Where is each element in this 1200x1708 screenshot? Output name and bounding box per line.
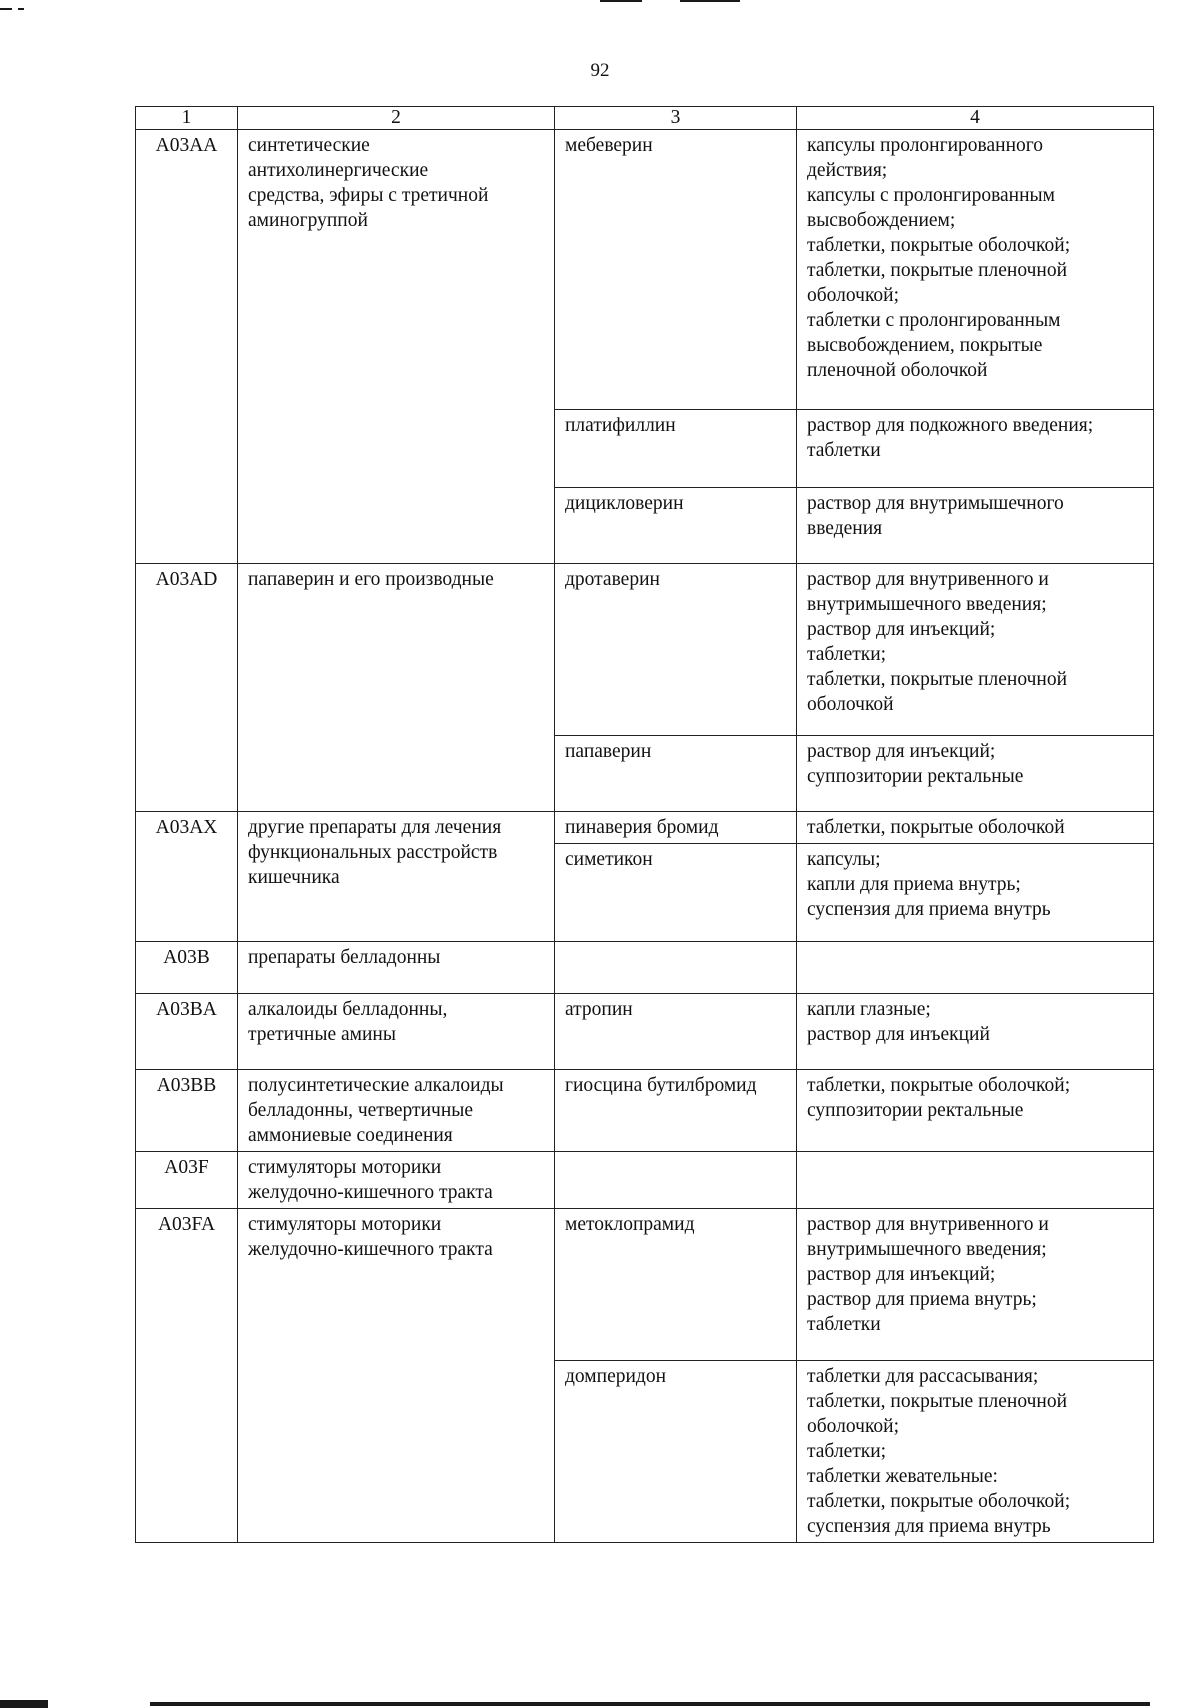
- group-name-line: папаверин и его производные: [248, 569, 494, 590]
- dosage-form-line: раствор для инъекций;: [807, 741, 996, 762]
- page-number: 92: [590, 60, 610, 81]
- group-name-line: функциональных расстройств: [248, 842, 498, 863]
- atc-code-cell: A03B: [136, 942, 238, 994]
- dosage-form-line: пленочной оболочкой: [807, 360, 988, 381]
- group-name-line: желудочно-кишечного тракта: [248, 1239, 493, 1260]
- atc-code-cell: A03BB: [136, 1070, 238, 1152]
- drug-name-cell: пинаверия бромид: [555, 812, 797, 844]
- table-body: [136, 130, 1154, 1543]
- dosage-form-line: таблетки;: [807, 644, 887, 665]
- dosage-forms-cell: [797, 488, 1154, 564]
- column-header: 3: [555, 107, 797, 130]
- group-name-line: другие препараты для лечения: [248, 817, 502, 838]
- dosage-form-line: таблетки: [807, 1314, 881, 1335]
- group-name-line: кишечника: [248, 867, 340, 888]
- drug-name-cell: метоклопрамид: [555, 1209, 797, 1361]
- group-name-line: стимуляторы моторики: [248, 1157, 442, 1178]
- group-name-cell: [238, 942, 555, 994]
- group-name-cell: [238, 994, 555, 1070]
- dosage-form-line: таблетки для рассасывания;: [807, 1366, 1039, 1387]
- group-name-line: синтетические: [248, 135, 370, 156]
- scan-mark-top-dash: [18, 8, 24, 10]
- dosage-form-line: высвобождением;: [807, 210, 956, 231]
- drug-classification-table: [135, 106, 1154, 1543]
- dosage-forms-cell: [797, 410, 1154, 488]
- dosage-form-line: таблетки, покрытые оболочкой;: [807, 1491, 1071, 1512]
- table-row: [136, 1152, 1154, 1209]
- drug-name-cell: [555, 1152, 797, 1209]
- group-name-line: аммониевые соединения: [248, 1125, 453, 1146]
- group-name-cell: [238, 1152, 555, 1209]
- dosage-form-line: внутримышечного введения;: [807, 1239, 1047, 1260]
- dosage-forms-cell: [797, 1070, 1154, 1152]
- dosage-forms-cell: [797, 1209, 1154, 1361]
- group-name-line: желудочно-кишечного тракта: [248, 1182, 493, 1203]
- dosage-form-line: таблетки с пролонгированным: [807, 310, 1061, 331]
- group-name-line: алкалоиды белладонны,: [248, 999, 448, 1020]
- dosage-form-line: капсулы пролонгированного: [807, 135, 1044, 156]
- atc-code-cell: A03BA: [136, 994, 238, 1070]
- drug-name-cell: атропин: [555, 994, 797, 1070]
- dosage-form-line: оболочкой;: [807, 1416, 900, 1437]
- column-header: 4: [797, 107, 1154, 130]
- group-name-cell: [238, 564, 555, 812]
- dosage-forms-cell: [797, 812, 1154, 844]
- dosage-forms-cell: [797, 130, 1154, 410]
- atc-code-cell: A03FA: [136, 1209, 238, 1543]
- atc-code-cell: A03AA: [136, 130, 238, 564]
- drug-name-cell: папаверин: [555, 736, 797, 812]
- dosage-forms-cell: [797, 1152, 1154, 1209]
- dosage-form-line: раствор для инъекций;: [807, 1264, 996, 1285]
- atc-code-cell: A03AD: [136, 564, 238, 812]
- dosage-forms-cell: [797, 1361, 1154, 1543]
- table-row: [136, 1070, 1154, 1152]
- column-header: 1: [136, 107, 238, 130]
- drug-name-cell: гиосцина бутилбромид: [555, 1070, 797, 1152]
- drug-name-cell: мебеверин: [555, 130, 797, 410]
- drug-name-cell: домперидон: [555, 1361, 797, 1543]
- group-name-cell: [238, 1070, 555, 1152]
- table-row: [136, 942, 1154, 994]
- scan-mark-top-left: [0, 8, 12, 10]
- scan-mark-top-line-1: [600, 0, 642, 2]
- dosage-forms-cell: [797, 844, 1154, 942]
- group-name-line: третичные амины: [248, 1024, 396, 1045]
- dosage-form-line: внутримышечного введения;: [807, 594, 1047, 615]
- dosage-form-line: введения: [807, 518, 883, 539]
- scan-mark-bottom-line: [150, 1702, 1150, 1706]
- dosage-forms-cell: [797, 994, 1154, 1070]
- group-name-cell: [238, 1209, 555, 1543]
- drug-name-cell: дротаверин: [555, 564, 797, 736]
- dosage-form-line: раствор для подкожного введения;: [807, 415, 1094, 436]
- scan-mark-top-line-2: [680, 0, 740, 2]
- drug-name-cell: дицикловерин: [555, 488, 797, 564]
- group-name-line: аминогруппой: [248, 210, 368, 231]
- table-header-row: [136, 107, 1154, 130]
- dosage-form-line: суспензия для приема внутрь: [807, 1516, 1051, 1537]
- drug-name-cell: платифиллин: [555, 410, 797, 488]
- dosage-form-line: оболочкой;: [807, 285, 900, 306]
- drug-name-cell: симетикон: [555, 844, 797, 942]
- dosage-form-line: таблетки;: [807, 1441, 887, 1462]
- scan-mark-bottom-left: [0, 1700, 48, 1708]
- dosage-form-line: таблетки: [807, 440, 881, 461]
- group-name-line: стимуляторы моторики: [248, 1214, 442, 1235]
- dosage-form-line: раствор для инъекций: [807, 1024, 990, 1045]
- dosage-form-line: капсулы с пролонгированным: [807, 185, 1055, 206]
- dosage-form-line: таблетки, покрытые оболочкой;: [807, 235, 1071, 256]
- group-name-line: антихолинергические: [248, 160, 429, 181]
- dosage-form-line: раствор для приема внутрь;: [807, 1289, 1037, 1310]
- dosage-form-line: таблетки, покрытые пленочной: [807, 669, 1068, 690]
- dosage-form-line: оболочкой: [807, 694, 894, 715]
- dosage-forms-cell: [797, 564, 1154, 736]
- group-name-line: средства, эфиры с третичной: [248, 185, 489, 206]
- dosage-form-line: капли глазные;: [807, 999, 931, 1020]
- table-row: [136, 994, 1154, 1070]
- group-name-cell: [238, 812, 555, 942]
- table-row: [136, 812, 1154, 844]
- atc-code-cell: A03AX: [136, 812, 238, 942]
- dosage-form-line: раствор для внутримышечного: [807, 493, 1064, 514]
- dosage-form-line: таблетки, покрытые пленочной: [807, 1391, 1068, 1412]
- dosage-form-line: суппозитории ректальные: [807, 766, 1024, 787]
- dosage-form-line: действия;: [807, 160, 888, 181]
- dosage-form-line: раствор для внутривенного и: [807, 569, 1049, 590]
- dosage-form-line: высвобождением, покрытые: [807, 335, 1043, 356]
- column-header: 2: [238, 107, 555, 130]
- dosage-form-line: раствор для внутривенного и: [807, 1214, 1049, 1235]
- group-name-line: полусинтетические алкалоиды: [248, 1075, 504, 1096]
- dosage-form-line: раствор для инъекций;: [807, 619, 996, 640]
- dosage-form-line: капли для приема внутрь;: [807, 874, 1021, 895]
- group-name-line: препараты белладонны: [248, 947, 441, 968]
- atc-code-cell: A03F: [136, 1152, 238, 1209]
- dosage-form-line: суппозитории ректальные: [807, 1100, 1024, 1121]
- group-name-line: белладонны, четвертичные: [248, 1100, 474, 1121]
- dosage-forms-cell: [797, 942, 1154, 994]
- dosage-form-line: таблетки, покрытые пленочной: [807, 260, 1068, 281]
- dosage-form-line: суспензия для приема внутрь: [807, 899, 1051, 920]
- table-row: [136, 564, 1154, 736]
- dosage-form-line: таблетки, покрытые оболочкой;: [807, 1075, 1071, 1096]
- dosage-form-line: таблетки, покрытые оболочкой: [807, 817, 1065, 838]
- dosage-forms-cell: [797, 736, 1154, 812]
- table-row: [136, 1209, 1154, 1361]
- group-name-cell: [238, 130, 555, 564]
- dosage-form-line: таблетки жевательные:: [807, 1466, 998, 1487]
- drug-name-cell: [555, 942, 797, 994]
- table-row: [136, 130, 1154, 410]
- dosage-form-line: капсулы;: [807, 849, 881, 870]
